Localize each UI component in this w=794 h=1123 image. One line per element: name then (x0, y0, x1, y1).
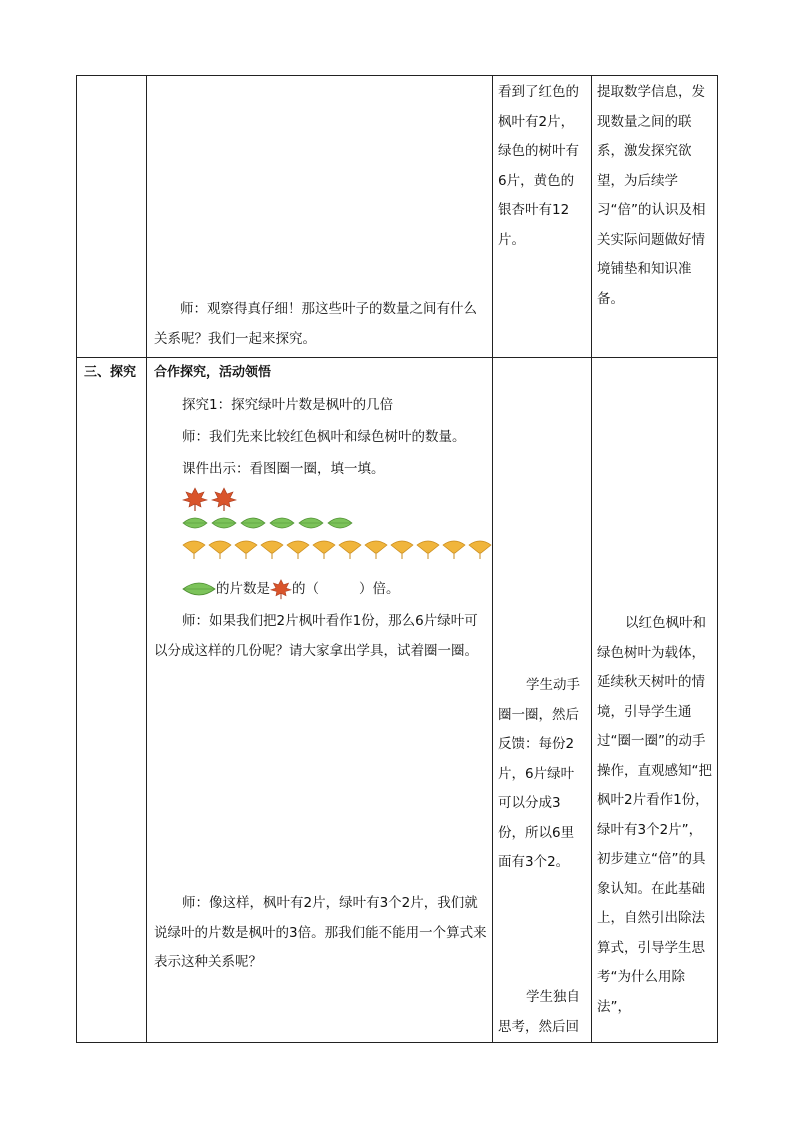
intent-text-1: 提取数学信息，发现数量之间的联系，激发探究欲望，为后续学习“倍”的认识及相关实际问题做好情境铺垫和知识准备。 (597, 84, 706, 307)
col-divider-3 (591, 75, 592, 1043)
green-leaf-row (182, 516, 353, 530)
ginkgo-leaf-icon (364, 539, 388, 559)
student-response-2: 学生独自思考，然后回 (498, 989, 580, 1035)
ginkgo-leaf-icon (182, 539, 206, 559)
teacher-question: 师：观察得真仔细！那这些叶子的数量之间有什么关系呢？我们一起来探究。 (154, 301, 477, 347)
table-border-left (76, 75, 77, 1043)
teacher-line-1: 师：我们先来比较红色枫叶和绿色树叶的数量。 (182, 429, 466, 445)
ginkgo-leaf-icon (234, 539, 258, 559)
courseware-line: 课件出示：看图圈一圈，填一填。 (182, 461, 385, 477)
fill-in-question (182, 575, 400, 605)
maple-row (182, 487, 237, 511)
maple-leaf-icon (270, 576, 292, 602)
student-response-1: 学生动手圈一圈，然后反馈：每份2片，6片绿叶可以分成3份，所以6里面有3个2。 (498, 677, 580, 870)
question-part-3: ）倍。 (359, 581, 400, 597)
green-leaf-icon (269, 516, 295, 530)
intent-text-2: 以红色枫叶和绿色树叶为载体，延续秋天树叶的情境，引导学生通过“圈一圈”的动手操作，直观感知“把枫叶2片看作1份，绿叶有3个2片”，初步建立“倍”的具象认知。在此基础上，自然引出除法算式，引导学生思考“为什么用除法”， (597, 615, 712, 1015)
table-border-bottom (76, 1042, 718, 1043)
ginkgo-leaf-icon (312, 539, 336, 559)
ginkgo-leaf-icon (208, 539, 232, 559)
stage-label: 三、探究 (84, 365, 137, 380)
maple-leaf-icon (211, 487, 237, 511)
green-leaf-icon (327, 516, 353, 530)
green-leaf-icon (240, 516, 266, 530)
ginkgo-leaf-icon (442, 539, 466, 559)
green-leaf-icon (298, 516, 324, 530)
col-divider-1 (146, 75, 147, 1043)
teacher-line-2: 师：如果我们把2片枫叶看作1份，那么6片绿叶可以分成这样的几份呢？请大家拿出学具，试着圈一圈。 (154, 613, 478, 659)
maple-leaf-icon (182, 487, 208, 511)
green-leaf-icon (182, 516, 208, 530)
ginkgo-leaf-icon (260, 539, 284, 559)
col-divider-2 (492, 75, 493, 1043)
section-heading: 合作探究，活动领悟 (154, 365, 272, 380)
table-border-right (717, 75, 718, 1043)
teacher-line-3: 师：像这样，枫叶有2片，绿叶有3个2片，我们就说绿叶的片数是枫叶的3倍。那我们能不能用一个算式来表示这种关系呢？ (154, 895, 487, 970)
ginkgo-leaf-icon (468, 539, 492, 559)
exploration-1-title: 探究1：探究绿叶片数是枫叶的几倍 (182, 397, 394, 413)
ginkgo-leaf-icon (416, 539, 440, 559)
ginkgo-leaf-icon (338, 539, 362, 559)
observation-text: 看到了红色的枫叶有2片，绿色的树叶有6片，黄色的银杏叶有12片。 (498, 84, 579, 248)
ginkgo-leaf-icon (286, 539, 310, 559)
ginkgo-leaf-row (182, 539, 492, 559)
question-part-1: 的片数是 (216, 581, 270, 597)
question-part-2: 的（ (292, 581, 319, 597)
table-border-top (76, 75, 718, 76)
ginkgo-leaf-icon (390, 539, 414, 559)
green-leaf-icon (211, 516, 237, 530)
green-leaf-icon (182, 580, 216, 598)
lesson-table (76, 75, 718, 1043)
